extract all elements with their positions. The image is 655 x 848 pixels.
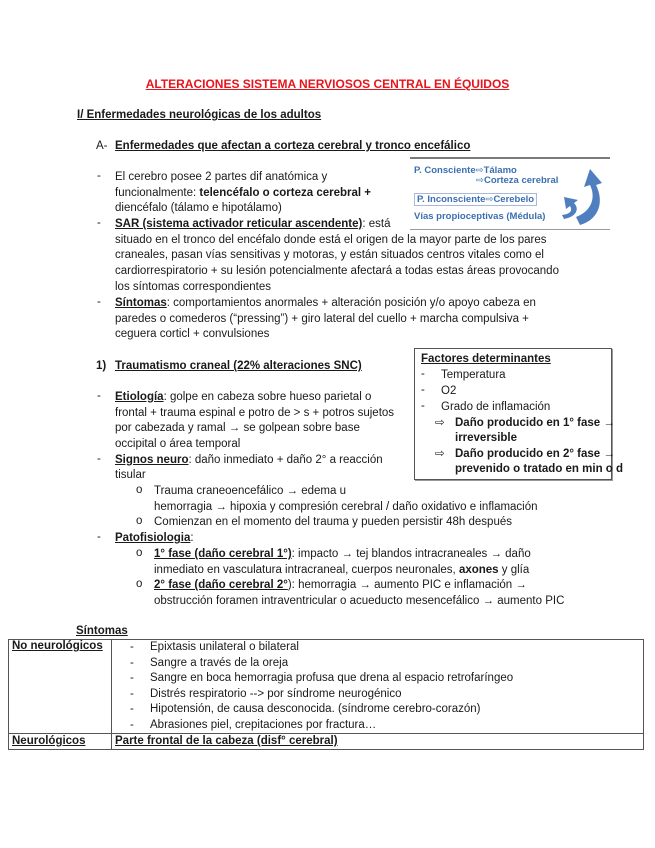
bullet-dash: - [97,296,101,308]
subsection-marker: A- [96,140,108,152]
list-item: - Epixtasis unilateral o bilateral [115,640,640,656]
text-line: paredes o comederos (“pressing”) + giro lateral del cuello + marcha compulsiva + [115,313,529,325]
text-line [154,578,527,594]
text-line: cardiorrespiratorio + su lesión potencialmente afectará a todas estas áreas provocando [115,265,559,277]
hollow-arrow-icon: ⇨ [475,165,484,176]
bullet-dash: - [421,368,425,380]
text-line: Trauma craneoencefálico → edema u [154,485,346,497]
diagram-label: P. Inconsciente [417,194,486,205]
list-item: - Sangre a través de la oreja [115,656,640,672]
text-span: : impacto → tej blandos intracraneales → daño [291,548,531,560]
circle-bullet: o [136,547,143,559]
factor-result: Daño producido en 1° fase → [455,417,615,429]
subsection-heading: Enfermedades que afectan a corteza cerebral y tronco encefálico [115,140,471,152]
factor-item: O2 [441,385,457,397]
hollow-arrow-icon: ⇨ [476,175,484,186]
bold-span: axones [458,564,499,576]
curved-arrows-icon [558,167,606,227]
row-content: Parte frontal de la cabeza (disf° cerebral) [112,734,644,750]
factores-box [414,348,624,480]
factor-result: irreversible [455,432,518,444]
diagram-label: Corteza cerebral [483,175,559,186]
term-signos: Signos neuro [115,454,189,466]
text-line: occipital o área temporal [115,438,241,450]
text-span: ): hemorragia → aumento PIC e inflamación → [287,579,527,591]
factor-result: Daño producido en 2° fase → [455,448,615,460]
text-line: diencéfalo (tálamo e hipotálamo) [115,202,282,214]
text-line: por cabezada y ramal → se golpean sobre base [115,422,360,434]
text-span: inmediato en vasculatura intracraneal, cuerpos neuronales, [154,564,459,576]
term-etiologia: Etiología [115,391,164,403]
symptom-list [115,640,640,733]
text-line: situado en el tronco del encéfalo donde está el origen de la mayor parte de los pares [115,234,547,246]
item-marker: 1) [96,360,107,372]
curved-arrow-small [562,197,578,219]
bullet-dash: - [97,390,101,402]
diagram-label: Cerebelo [493,194,535,205]
bullet-dash: - [97,453,101,465]
text-span: y glía [498,564,530,576]
text-line: frontal + trauma espinal e potro de > s + potros sujetos [115,407,395,419]
text-line: hemorragia → hipoxia y compresión cerebral / daño oxidativo e inflamación [154,501,538,513]
text-line: Comienzan en el momento del trauma y pueden persistir 48h después [154,516,512,528]
document-title: ALTERACIONES SISTEMA NERVIOSOS CENTRAL EN ÉQUIDOS [145,77,510,91]
factor-item: Grado de inflamación [441,401,551,413]
hollow-arrow-icon: ⇨ [435,448,445,460]
text-line [115,217,391,233]
circle-bullet: o [136,515,143,527]
row-content [112,640,644,734]
list-item: - Sangre en boca hemorragia profusa que drena al espacio retrofaríngeo [115,671,640,687]
bullet-dash: - [421,384,425,396]
hollow-arrow-icon: ⇨ [485,194,494,205]
diagram-inconsciente [414,193,537,206]
row-label: Neurológicos [9,734,112,750]
trauma-heading: Traumatismo craneal (22% alteraciones SNC) [115,360,362,372]
sintomas-table-heading: Síntomas [76,625,128,637]
bullet-dash: - [421,400,425,412]
text-line: obstrucción foramen intraventricular o acueducto mesencefálico → aumento PIC [154,595,565,607]
term-sintomas: Síntomas [115,297,167,309]
text-span: : [190,532,194,544]
text-line: tisular [115,469,146,481]
term-fase1: 1° fase (daño cerebral 1°) [154,548,292,560]
curved-arrow-up [576,169,602,225]
text-line [154,547,531,563]
factor-result: prevenido o tratado en min o d [455,463,624,475]
text-line [115,453,383,469]
text-span: : daño inmediato + daño 2° a reacción [188,454,383,466]
pathways-diagram [410,157,610,230]
text-line: ceguera corticl + convulsiones [115,328,270,340]
text-span: : está [362,218,391,230]
table-row [9,640,644,734]
section-heading: I/ Enfermedades neurológicas de los adultos [77,109,322,121]
bullet-dash: - [97,531,101,543]
text-span: : comportamientos anormales + alteración posición y/o apoyo cabeza en [166,297,536,309]
diagram-vias: Vías propioceptivas (Médula) [414,211,546,222]
term-patofisiologia: Patofisiologia [115,532,191,544]
circle-bullet: o [136,484,143,496]
bullet-dash: - [97,217,101,229]
list-item: - Abrasiones piel, crepitaciones por fractura… [115,718,640,734]
row-label: No neurológicos [9,640,112,734]
term-sar: SAR (sistema activador reticular ascendente) [115,218,363,230]
bullet-dash: - [97,170,101,182]
text-line [115,531,194,547]
factores-heading: Factores determinantes [421,353,551,365]
sintomas-table [8,639,644,750]
factor-item: Temperatura [441,369,506,381]
text-line [154,563,529,579]
text-line [115,390,371,406]
list-item: - Distrés respiratorio --> por síndrome neurogénico [115,687,640,703]
text-line: los síntomas correspondientes [115,281,271,293]
hollow-arrow-icon: ⇨ [435,417,445,429]
text-span: : golpe en cabeza sobre hueso parietal o [163,391,372,403]
list-item: - Hipotensión, de causa desconocida. (síndrome cerebro-corazón) [115,702,640,718]
term-fase2: 2° fase (daño cerebral 2° [154,579,288,591]
diagram-label: Tálamo [483,165,517,176]
text-line [115,186,371,202]
diagram-corteza [476,175,558,186]
text-line: craneales, pasan vías sensitivas y motoras, y están situados centros vitales como el [115,249,544,261]
text-line [115,296,536,312]
table-row [9,734,644,750]
bold-span: telencéfalo o corteza cerebral + [199,187,372,199]
text-line: El cerebro posee 2 partes dif anatómica y [115,171,328,183]
diagram-label: P. Consciente [414,165,476,176]
text-span: funcionalmente: [115,187,200,199]
circle-bullet: o [136,578,143,590]
